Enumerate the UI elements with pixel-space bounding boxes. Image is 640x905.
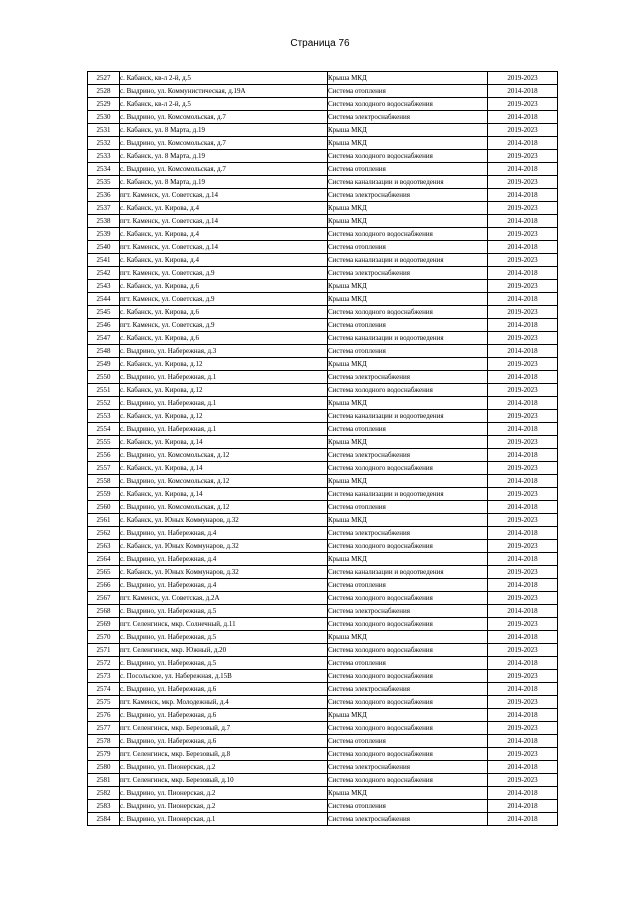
address-cell: пгт. Селенгинск, мкр. Березовый, д.7 — [120, 722, 328, 735]
address-cell: с. Кабанск, ул. Кирова, д.12 — [120, 358, 328, 371]
address-cell: с. Выдрино, ул. Пионерская, д.1 — [120, 813, 328, 826]
address-cell: с. Выдрино, ул. Набережная, д.6 — [120, 709, 328, 722]
period-cell: 2019-2023 — [488, 72, 558, 85]
table-row — [88, 202, 558, 215]
address-cell: с. Выдрино, ул. Набережная, д.3 — [120, 345, 328, 358]
work-type-cell: Система холодного водоснабжения — [328, 306, 488, 319]
address-cell: с. Выдрино, ул. Коммунистическая, д.19А — [120, 85, 328, 98]
work-type-cell: Крыша МКД — [328, 124, 488, 137]
row-number-cell: 2534 — [88, 163, 120, 176]
row-number-cell: 2554 — [88, 423, 120, 436]
address-cell: с. Выдрино, ул. Набережная, д.5 — [120, 605, 328, 618]
period-cell: 2014-2018 — [488, 579, 558, 592]
period-cell: 2019-2023 — [488, 98, 558, 111]
table-row — [88, 735, 558, 748]
row-number-cell: 2561 — [88, 514, 120, 527]
table-row — [88, 410, 558, 423]
table-row — [88, 98, 558, 111]
work-type-cell: Система электроснабжения — [328, 449, 488, 462]
table-row — [88, 293, 558, 306]
period-cell: 2014-2018 — [488, 85, 558, 98]
work-type-cell: Крыша МКД — [328, 137, 488, 150]
work-type-cell: Система холодного водоснабжения — [328, 670, 488, 683]
address-cell: пгт. Каменск, ул. Советская, д.14 — [120, 215, 328, 228]
table-row — [88, 631, 558, 644]
row-number-cell: 2566 — [88, 579, 120, 592]
period-cell: 2019-2023 — [488, 462, 558, 475]
address-cell: с. Выдрино, ул. Комсомольская, д.12 — [120, 501, 328, 514]
row-number-cell: 2540 — [88, 241, 120, 254]
work-type-cell: Система холодного водоснабжения — [328, 696, 488, 709]
row-number-cell: 2527 — [88, 72, 120, 85]
table-row — [88, 566, 558, 579]
row-number-cell: 2564 — [88, 553, 120, 566]
period-cell: 2014-2018 — [488, 709, 558, 722]
table-row — [88, 475, 558, 488]
address-cell: с. Выдрино, ул. Комсомольская, д.7 — [120, 111, 328, 124]
address-cell: с. Выдрино, ул. Комсомольская, д.7 — [120, 137, 328, 150]
table-row — [88, 683, 558, 696]
period-cell: 2019-2023 — [488, 254, 558, 267]
period-cell: 2019-2023 — [488, 384, 558, 397]
period-cell: 2014-2018 — [488, 319, 558, 332]
table-row — [88, 163, 558, 176]
period-cell: 2014-2018 — [488, 787, 558, 800]
table-row — [88, 111, 558, 124]
work-type-cell: Система отопления — [328, 345, 488, 358]
work-type-cell: Система канализации и водоотведения — [328, 410, 488, 423]
period-cell: 2019-2023 — [488, 332, 558, 345]
address-cell: с. Выдрино, ул. Комсомольская, д.7 — [120, 163, 328, 176]
work-type-cell: Система электроснабжения — [328, 761, 488, 774]
period-cell: 2019-2023 — [488, 280, 558, 293]
records-table-body — [88, 72, 558, 826]
row-number-cell: 2548 — [88, 345, 120, 358]
address-cell: с. Кабанск, ул. 8 Марта, д.19 — [120, 176, 328, 189]
period-cell: 2014-2018 — [488, 631, 558, 644]
period-cell: 2014-2018 — [488, 215, 558, 228]
address-cell: пгт. Каменск, ул. Советская, д.9 — [120, 293, 328, 306]
address-cell: пгт. Каменск, ул. Советская, д.14 — [120, 189, 328, 202]
period-cell: 2014-2018 — [488, 293, 558, 306]
work-type-cell: Система электроснабжения — [328, 605, 488, 618]
address-cell: с. Кабанск, ул. Кирова, д.14 — [120, 436, 328, 449]
row-number-cell: 2528 — [88, 85, 120, 98]
address-cell: пгт. Селенгинск, мкр. Березовый, д.8 — [120, 748, 328, 761]
address-cell: пгт. Селенгинск, мкр. Южный, д.20 — [120, 644, 328, 657]
table-row — [88, 332, 558, 345]
work-type-cell: Система холодного водоснабжения — [328, 462, 488, 475]
address-cell: с. Выдрино, ул. Набережная, д.1 — [120, 397, 328, 410]
table-row — [88, 488, 558, 501]
address-cell: с. Кабанск, ул. Кирова, д.6 — [120, 280, 328, 293]
row-number-cell: 2568 — [88, 605, 120, 618]
row-number-cell: 2572 — [88, 657, 120, 670]
period-cell: 2019-2023 — [488, 358, 558, 371]
period-cell: 2014-2018 — [488, 553, 558, 566]
row-number-cell: 2555 — [88, 436, 120, 449]
period-cell: 2014-2018 — [488, 527, 558, 540]
table-row — [88, 319, 558, 332]
row-number-cell: 2545 — [88, 306, 120, 319]
table-row — [88, 241, 558, 254]
period-cell: 2014-2018 — [488, 111, 558, 124]
address-cell: с. Кабанск, ул. Кирова, д.6 — [120, 306, 328, 319]
work-type-cell: Крыша МКД — [328, 436, 488, 449]
period-cell: 2014-2018 — [488, 345, 558, 358]
row-number-cell: 2552 — [88, 397, 120, 410]
address-cell: с. Выдрино, ул. Набережная, д.4 — [120, 527, 328, 540]
table-row — [88, 813, 558, 826]
table-row — [88, 306, 558, 319]
work-type-cell: Система отопления — [328, 735, 488, 748]
row-number-cell: 2538 — [88, 215, 120, 228]
table-row — [88, 501, 558, 514]
row-number-cell: 2563 — [88, 540, 120, 553]
address-cell: с. Выдрино, ул. Комсомольская, д.12 — [120, 475, 328, 488]
address-cell: с. Кабанск, кв-л 2-й, д.5 — [120, 98, 328, 111]
work-type-cell: Крыша МКД — [328, 709, 488, 722]
work-type-cell: Система холодного водоснабжения — [328, 618, 488, 631]
row-number-cell: 2581 — [88, 774, 120, 787]
work-type-cell: Система канализации и водоотведения — [328, 176, 488, 189]
row-number-cell: 2551 — [88, 384, 120, 397]
address-cell: с. Выдрино, ул. Пионерская, д.2 — [120, 787, 328, 800]
table-row — [88, 384, 558, 397]
page-header: Страница 76 — [290, 38, 350, 49]
table-row — [88, 592, 558, 605]
work-type-cell: Система холодного водоснабжения — [328, 98, 488, 111]
address-cell: с. Кабанск, ул. Юных Коммунаров, д.32 — [120, 514, 328, 527]
period-cell: 2014-2018 — [488, 683, 558, 696]
row-number-cell: 2550 — [88, 371, 120, 384]
work-type-cell: Крыша МКД — [328, 553, 488, 566]
row-number-cell: 2567 — [88, 592, 120, 605]
address-cell: с. Кабанск, ул. Юных Коммунаров, д.32 — [120, 540, 328, 553]
period-cell: 2014-2018 — [488, 397, 558, 410]
work-type-cell: Система холодного водоснабжения — [328, 384, 488, 397]
row-number-cell: 2541 — [88, 254, 120, 267]
period-cell: 2019-2023 — [488, 566, 558, 579]
period-cell: 2014-2018 — [488, 735, 558, 748]
table-row — [88, 657, 558, 670]
table-row — [88, 748, 558, 761]
address-cell: с. Посольское, ул. Набережная, д.15В — [120, 670, 328, 683]
work-type-cell: Система отопления — [328, 657, 488, 670]
row-number-cell: 2571 — [88, 644, 120, 657]
address-cell: пгт. Каменск, ул. Советская, д.2А — [120, 592, 328, 605]
period-cell: 2019-2023 — [488, 176, 558, 189]
period-cell: 2014-2018 — [488, 449, 558, 462]
row-number-cell: 2535 — [88, 176, 120, 189]
period-cell: 2014-2018 — [488, 761, 558, 774]
table-row — [88, 449, 558, 462]
row-number-cell: 2573 — [88, 670, 120, 683]
row-number-cell: 2580 — [88, 761, 120, 774]
table-row — [88, 176, 558, 189]
row-number-cell: 2536 — [88, 189, 120, 202]
table-row — [88, 553, 558, 566]
work-type-cell: Система электроснабжения — [328, 189, 488, 202]
table-row — [88, 787, 558, 800]
table-row — [88, 280, 558, 293]
period-cell: 2014-2018 — [488, 371, 558, 384]
work-type-cell: Система канализации и водоотведения — [328, 488, 488, 501]
period-cell: 2019-2023 — [488, 748, 558, 761]
table-row — [88, 267, 558, 280]
work-type-cell: Система канализации и водоотведения — [328, 566, 488, 579]
row-number-cell: 2533 — [88, 150, 120, 163]
table-row — [88, 137, 558, 150]
work-type-cell: Система отопления — [328, 579, 488, 592]
table-row — [88, 189, 558, 202]
period-cell: 2014-2018 — [488, 501, 558, 514]
period-cell: 2019-2023 — [488, 670, 558, 683]
work-type-cell: Система отопления — [328, 800, 488, 813]
table-row — [88, 436, 558, 449]
records-table — [87, 71, 558, 826]
work-type-cell: Система отопления — [328, 241, 488, 254]
table-row — [88, 605, 558, 618]
period-cell: 2019-2023 — [488, 488, 558, 501]
period-cell: 2014-2018 — [488, 423, 558, 436]
row-number-cell: 2557 — [88, 462, 120, 475]
period-cell: 2014-2018 — [488, 241, 558, 254]
period-cell: 2019-2023 — [488, 644, 558, 657]
period-cell: 2019-2023 — [488, 228, 558, 241]
row-number-cell: 2539 — [88, 228, 120, 241]
work-type-cell: Крыша МКД — [328, 280, 488, 293]
period-cell: 2019-2023 — [488, 150, 558, 163]
row-number-cell: 2544 — [88, 293, 120, 306]
period-cell: 2014-2018 — [488, 605, 558, 618]
row-number-cell: 2542 — [88, 267, 120, 280]
period-cell: 2014-2018 — [488, 657, 558, 670]
address-cell: с. Кабанск, ул. Юных Коммунаров, д.32 — [120, 566, 328, 579]
row-number-cell: 2583 — [88, 800, 120, 813]
table-row — [88, 72, 558, 85]
table-row — [88, 215, 558, 228]
address-cell: с. Кабанск, ул. Кирова, д.12 — [120, 384, 328, 397]
work-type-cell: Крыша МКД — [328, 787, 488, 800]
work-type-cell: Крыша МКД — [328, 514, 488, 527]
table-row — [88, 696, 558, 709]
table-row — [88, 761, 558, 774]
table-row — [88, 579, 558, 592]
work-type-cell: Крыша МКД — [328, 397, 488, 410]
row-number-cell: 2565 — [88, 566, 120, 579]
row-number-cell: 2577 — [88, 722, 120, 735]
address-cell: с. Кабанск, ул. Кирова, д.14 — [120, 462, 328, 475]
address-cell: с. Выдрино, ул. Набережная, д.6 — [120, 683, 328, 696]
address-cell: с. Кабанск, ул. Кирова, д.4 — [120, 228, 328, 241]
period-cell: 2014-2018 — [488, 800, 558, 813]
row-number-cell: 2553 — [88, 410, 120, 423]
period-cell: 2014-2018 — [488, 163, 558, 176]
table-row — [88, 358, 558, 371]
address-cell: с. Выдрино, ул. Набережная, д.4 — [120, 553, 328, 566]
work-type-cell: Система электроснабжения — [328, 111, 488, 124]
table-row — [88, 644, 558, 657]
row-number-cell: 2570 — [88, 631, 120, 644]
work-type-cell: Система холодного водоснабжения — [328, 592, 488, 605]
period-cell: 2019-2023 — [488, 774, 558, 787]
address-cell: с. Выдрино, ул. Набережная, д.1 — [120, 371, 328, 384]
table-row — [88, 423, 558, 436]
row-number-cell: 2569 — [88, 618, 120, 631]
table-row — [88, 800, 558, 813]
work-type-cell: Система канализации и водоотведения — [328, 332, 488, 345]
table-row — [88, 618, 558, 631]
row-number-cell: 2537 — [88, 202, 120, 215]
address-cell: с. Кабанск, ул. Кирова, д.4 — [120, 254, 328, 267]
period-cell: 2019-2023 — [488, 592, 558, 605]
table-row — [88, 670, 558, 683]
address-cell: пгт. Каменск, ул. Советская, д.14 — [120, 241, 328, 254]
period-cell: 2019-2023 — [488, 540, 558, 553]
work-type-cell: Система отопления — [328, 501, 488, 514]
table-row — [88, 397, 558, 410]
work-type-cell: Система холодного водоснабжения — [328, 228, 488, 241]
row-number-cell: 2547 — [88, 332, 120, 345]
row-number-cell: 2579 — [88, 748, 120, 761]
table-row — [88, 124, 558, 137]
work-type-cell: Система холодного водоснабжения — [328, 748, 488, 761]
table-row — [88, 254, 558, 267]
row-number-cell: 2578 — [88, 735, 120, 748]
work-type-cell: Система отопления — [328, 163, 488, 176]
work-type-cell: Система холодного водоснабжения — [328, 722, 488, 735]
address-cell: с. Выдрино, ул. Набережная, д.4 — [120, 579, 328, 592]
work-type-cell: Система электроснабжения — [328, 371, 488, 384]
table-row — [88, 514, 558, 527]
period-cell: 2014-2018 — [488, 137, 558, 150]
row-number-cell: 2532 — [88, 137, 120, 150]
row-number-cell: 2543 — [88, 280, 120, 293]
table-row — [88, 527, 558, 540]
period-cell: 2014-2018 — [488, 267, 558, 280]
address-cell: с. Кабанск, ул. Кирова, д.6 — [120, 332, 328, 345]
address-cell: с. Кабанск, кв-л 2-й, д.5 — [120, 72, 328, 85]
period-cell: 2019-2023 — [488, 124, 558, 137]
work-type-cell: Система отопления — [328, 423, 488, 436]
address-cell: с. Выдрино, ул. Набережная, д.1 — [120, 423, 328, 436]
period-cell: 2019-2023 — [488, 436, 558, 449]
row-number-cell: 2559 — [88, 488, 120, 501]
table-row — [88, 228, 558, 241]
table-row — [88, 774, 558, 787]
address-cell: с. Кабанск, ул. Кирова, д.12 — [120, 410, 328, 423]
period-cell: 2019-2023 — [488, 618, 558, 631]
row-number-cell: 2531 — [88, 124, 120, 137]
address-cell: пгт. Каменск, ул. Советская, д.9 — [120, 319, 328, 332]
row-number-cell: 2584 — [88, 813, 120, 826]
work-type-cell: Система электроснабжения — [328, 813, 488, 826]
address-cell: с. Кабанск, ул. 8 Марта, д.19 — [120, 124, 328, 137]
row-number-cell: 2582 — [88, 787, 120, 800]
work-type-cell: Крыша МКД — [328, 202, 488, 215]
address-cell: пгт. Селенгинск, мкр. Березовый, д.10 — [120, 774, 328, 787]
work-type-cell: Крыша МКД — [328, 215, 488, 228]
period-cell: 2014-2018 — [488, 813, 558, 826]
work-type-cell: Система холодного водоснабжения — [328, 774, 488, 787]
work-type-cell: Система канализации и водоотведения — [328, 254, 488, 267]
period-cell: 2019-2023 — [488, 722, 558, 735]
address-cell: пгт. Каменск, мкр. Молодежный, д.4 — [120, 696, 328, 709]
period-cell: 2014-2018 — [488, 189, 558, 202]
period-cell: 2019-2023 — [488, 306, 558, 319]
table-row — [88, 540, 558, 553]
work-type-cell: Система отопления — [328, 319, 488, 332]
work-type-cell: Крыша МКД — [328, 72, 488, 85]
table-row — [88, 462, 558, 475]
work-type-cell: Система отопления — [328, 85, 488, 98]
table-row — [88, 85, 558, 98]
period-cell: 2019-2023 — [488, 410, 558, 423]
work-type-cell: Система электроснабжения — [328, 267, 488, 280]
work-type-cell: Система электроснабжения — [328, 527, 488, 540]
address-cell: пгт. Селенгинск, мкр. Солнечный, д.11 — [120, 618, 328, 631]
row-number-cell: 2575 — [88, 696, 120, 709]
row-number-cell: 2546 — [88, 319, 120, 332]
address-cell: с. Выдрино, ул. Набережная, д.6 — [120, 735, 328, 748]
work-type-cell: Система электроснабжения — [328, 683, 488, 696]
address-cell: с. Выдрино, ул. Комсомольская, д.12 — [120, 449, 328, 462]
row-number-cell: 2530 — [88, 111, 120, 124]
table-row — [88, 709, 558, 722]
address-cell: с. Выдрино, ул. Пионерская, д.2 — [120, 800, 328, 813]
table-row — [88, 150, 558, 163]
address-cell: с. Кабанск, ул. 8 Марта, д.19 — [120, 150, 328, 163]
row-number-cell: 2574 — [88, 683, 120, 696]
work-type-cell: Система холодного водоснабжения — [328, 540, 488, 553]
row-number-cell: 2549 — [88, 358, 120, 371]
table-row — [88, 371, 558, 384]
address-cell: с. Кабанск, ул. Кирова, д.14 — [120, 488, 328, 501]
work-type-cell: Крыша МКД — [328, 475, 488, 488]
row-number-cell: 2560 — [88, 501, 120, 514]
work-type-cell: Крыша МКД — [328, 293, 488, 306]
row-number-cell: 2576 — [88, 709, 120, 722]
work-type-cell: Система холодного водоснабжения — [328, 644, 488, 657]
table-row — [88, 345, 558, 358]
row-number-cell: 2556 — [88, 449, 120, 462]
row-number-cell: 2558 — [88, 475, 120, 488]
period-cell: 2019-2023 — [488, 514, 558, 527]
work-type-cell: Крыша МКД — [328, 358, 488, 371]
row-number-cell: 2562 — [88, 527, 120, 540]
address-cell: с. Выдрино, ул. Набережная, д.5 — [120, 631, 328, 644]
address-cell: с. Выдрино, ул. Набережная, д.5 — [120, 657, 328, 670]
table-row — [88, 722, 558, 735]
work-type-cell: Система холодного водоснабжения — [328, 150, 488, 163]
address-cell: пгт. Каменск, ул. Советская, д.9 — [120, 267, 328, 280]
row-number-cell: 2529 — [88, 98, 120, 111]
period-cell: 2014-2018 — [488, 475, 558, 488]
period-cell: 2019-2023 — [488, 202, 558, 215]
work-type-cell: Крыша МКД — [328, 631, 488, 644]
address-cell: с. Выдрино, ул. Пионерская, д.2 — [120, 761, 328, 774]
address-cell: с. Кабанск, ул. Кирова, д.4 — [120, 202, 328, 215]
period-cell: 2019-2023 — [488, 696, 558, 709]
